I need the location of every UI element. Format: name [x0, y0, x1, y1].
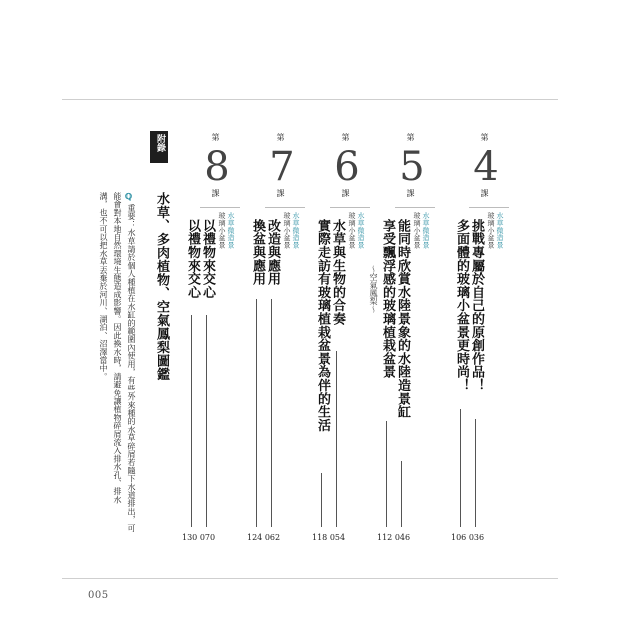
lesson-number: 7 [269, 144, 295, 190]
section-rule [265, 207, 305, 208]
bottom-rule [62, 578, 558, 579]
tag-terrarium: 玻璃小盆景 [348, 212, 356, 249]
lesson-title-2: 換盆與應用 [250, 219, 265, 286]
lesson-title-2: 實際走訪有玻璃植栽盆景為伴的生活 [315, 219, 330, 432]
lesson-prefix: 第 [211, 133, 220, 141]
leader-line [401, 461, 402, 527]
leader-line [271, 299, 272, 527]
tag-terrarium: 玻璃小盆景 [218, 212, 226, 249]
lesson-suffix: 課 [276, 189, 285, 197]
lesson-8 [160, 129, 240, 549]
tag-aquascape: 水草微造景 [496, 212, 504, 249]
tag-aquascape: 水草微造景 [292, 212, 300, 249]
top-rule [62, 99, 558, 100]
lesson-suffix: 課 [211, 189, 220, 197]
page-refs: 124 062 [247, 533, 281, 542]
lesson-number: 8 [204, 144, 230, 190]
section-rule [330, 207, 370, 208]
appendix-note-mark: ℚ [124, 192, 134, 201]
leader-line [460, 409, 461, 527]
lesson-prefix: 第 [341, 133, 350, 141]
leader-line [321, 473, 322, 527]
lesson-title-1: 以禮物來交心 [200, 219, 215, 299]
lesson-title-1: 水草與生物的合奏 [330, 219, 345, 326]
appendix-title: 水草、多肉植物、空氣鳳梨圖鑑 [154, 192, 169, 381]
page-refs: 130 070 [182, 533, 216, 542]
tag-terrarium: 玻璃小盆景 [283, 212, 291, 249]
lesson-number: 4 [473, 144, 499, 190]
tag-aquascape: 水草微造景 [227, 212, 235, 249]
leader-line [386, 421, 387, 527]
appendix-label: 附錄 [155, 134, 165, 152]
section-rule [395, 207, 435, 208]
lesson-title-2: 享受飄浮感的玻璃植栽盆景 [380, 219, 395, 379]
lesson-title-1: 改造與應用 [265, 219, 280, 286]
leader-line [336, 351, 337, 527]
appendix-badge [150, 131, 168, 163]
lesson-number: 6 [334, 144, 360, 190]
tag-aquascape: 水草微造景 [422, 212, 430, 249]
leader-line [256, 299, 257, 527]
lesson-title-1: 挑戰專屬於自己的原創作品！ [469, 219, 484, 392]
appendix-note-line-2: 能會對本地自然環境生態造成影響。因此換水時，請避免讓植物碎屑流入排水孔、排水 [113, 192, 122, 504]
lesson-title-2: 以禮物來交心 [185, 219, 200, 299]
page-refs: 106 036 [451, 533, 485, 542]
tag-terrarium: 玻璃小盆景 [413, 212, 421, 249]
leader-line [206, 315, 207, 527]
lesson-prefix: 第 [480, 133, 489, 141]
lesson-suffix: 課 [341, 189, 350, 197]
lesson-prefix: 第 [406, 133, 415, 141]
page-refs: 118 054 [312, 533, 346, 542]
tag-terrarium: 玻璃小盆景 [487, 212, 495, 249]
lesson-prefix: 第 [276, 133, 285, 141]
appendix-note-line-3: 溝，也不可以把水草丟棄於河川、湖泊、沼澤當中。 [99, 192, 108, 381]
appendix-note-line-1: 重要：水草請於個人種植在水缸的範圍內使用，有些外來種的水草碎屑若隨下水道排出，可 [127, 204, 136, 532]
lesson-title-2: 多面體的玻璃小盆景更時尚！ [454, 219, 469, 392]
section-rule [200, 207, 240, 208]
tag-aquascape: 水草微造景 [357, 212, 365, 249]
section-rule [469, 207, 509, 208]
page-number: 005 [88, 590, 109, 601]
lesson-suffix: 課 [406, 189, 415, 197]
leader-line [475, 419, 476, 527]
lesson-number: 5 [399, 144, 425, 190]
lesson-title-1: 能同時欣賞水陸景象的水陸造景缸 [395, 219, 410, 419]
lesson-subtitle: ～空氣鳳梨～ [369, 265, 378, 313]
lesson-4 [429, 129, 509, 549]
lesson-suffix: 課 [480, 189, 489, 197]
leader-line [191, 315, 192, 527]
page-refs: 112 046 [377, 533, 411, 542]
